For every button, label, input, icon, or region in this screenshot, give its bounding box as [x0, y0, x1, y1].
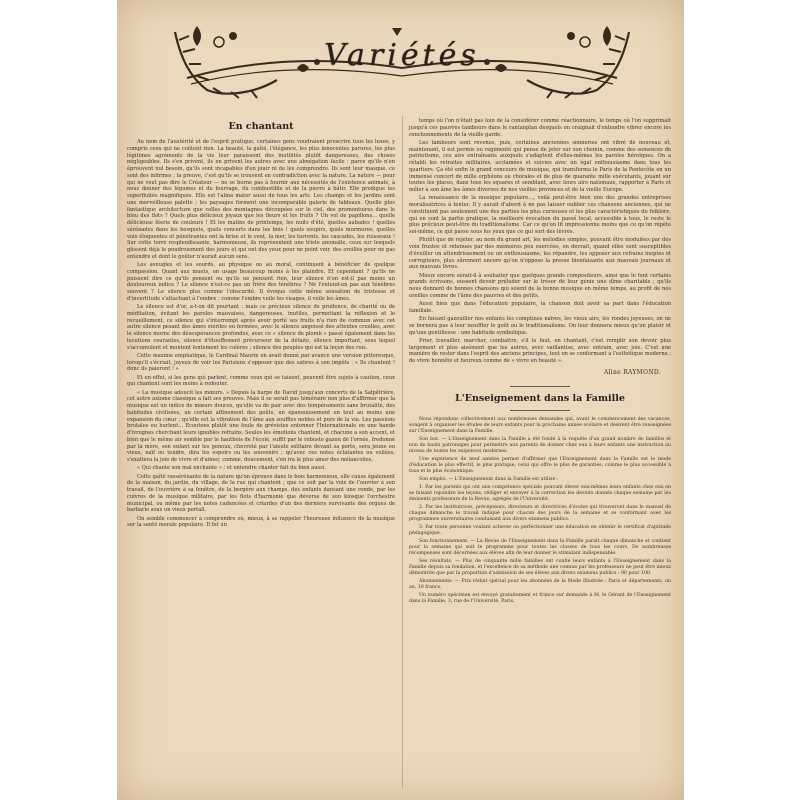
article-paragraph: Mieux encore serait-il à souhaiter que quelques grands compositeurs, ainsi que le font certains grands écrivains, eussent devoir préluder sur le trésor de leur génie une dîme charitable ; qu'ils nous donnent de bonnes chansons qui soient de la bonne musique en même temps, au profit de nos oreilles comme de l'âme des pauvres et des petits. — [409, 272, 671, 299]
article-paragraph: Et en effet, si les gens qui parlent, comme ceux qui se taisent, peuvent être sujets à caution, ceux qui chantent sont les moins à redouter. — [127, 374, 395, 388]
article-paragraph: Au nom de l'austérité et de l'esprit pratique, certaines gens voudraient proscrire tous les luxes, y compris ceux qui ne coûtent rien. La beauté, la gaîté, l'élégance, les plus innocentes parures, les plus légitimes agréments de la vie leur paraissent des inutilités plutôt dangereuses, des choses négligeables. Ils s'en privent, ils en privent les autres avec une abnégation facile : parce qu'ils n'en éprouvent nul besoin, qu'ils sont incapables d'en jouir ni de les comprendre. Ils sont leur masque, ce sont des infirmes ; la preuve, c'est qu'ils se trouvent en contradiction avec la nature. La nature — pour qui ne veut pas dire le Créateur — ne se borne pas à fournir aux nécessités de l'existence animale, à nous donner des légumes et du fourrage, du combustible et de la pierre à bâtir. Elle prodigue les superfluités magnifiques. Elle est l'alma mater aussi de tous les arts. Les champs et les jardins sont une merveilleuse palette ; les paysages forment une incomparable galerie de tableaux. Quelle plus fantastique architecture que celles des montagnes découpées sur le ciel, des promontoires dans le bleu des flots ? Quels plus délicieux joyaux que les fleurs et les fruits ? Un vol de papillons... quelle délicieuse féerie de couleurs ! Et les matins de printemps, les nuits d'été, quelles aubades ! quelles sérénades dans les bosquets, quels concerts dans les bois ! quels soupirs, quels murmures, quelles voix éloquentes et pénétrantes ont la brise et le vent, la mer, les torrents, les cascades, les ruisseaux ! Sur cette terre resplendissante, harmonieuse, ils représentent une triste anomalie, ceux sur lesquels glissent déjà le poudroiement des jours et qui ont des yeux pour ne point voir, des oreilles pour ne pas entendre et dont le goûter n'aurait aucun sens. — [127, 139, 395, 260]
section2-paragraph: Son but. — L'Enseignement dans la Famille a été fondé à la requête d'un grand nombre de familles et non de hauts patronages pour permettre aux parents de donner chez eux à leurs enfants une instruction au niveau de toutes les exigences modernes. — [409, 436, 671, 455]
author-signature: Aline RAYMOND. — [603, 368, 661, 376]
article-paragraph: temps où l'on n'était pas loin de la considérer comme réactionnaire, le temps où l'on supprimait jusqu'à ces pauvres tambours dans le rantanplan desquels on craignait d'entendre vibrer encore les ronchonnements de la vieille garde. — [409, 118, 671, 138]
article-paragraph: Cette gaîté rassérénante de la nature qu'on éprouve dans le bois harmonieux, elle cause également de la maison, du jardin, du village, de la rue qui chantent ; que ce soit par la voix de l'ouvrier à son travail, de l'ouvrière à sa fenêtre, de la bergère aux champs, des enfants dansant une ronde, par les cuivres de la musique militaire, par les flots d'harmonie que déverse de son kiosque l'orchestre municipal, ou même par les notes cadencées et criardes d'un des derniers survivants des orgues de barbarie sous un vieux portail. — [127, 473, 395, 514]
section-header-title: Variétés — [324, 38, 480, 73]
article-paragraph: « La musique adoucit les mœurs. » Depuis la harpe de David jusqu'aux concerts de la Salpêtrière, cet autre axiome classique a fait ses preuves. Mais il se serait pas téméraire non plus d'affirmer que la musique est un indice de mœurs douces, qu'elle va de pair avec des tempéraments sans brutalité, des habitudes civilisées, un certain affinement des goûts, un épanouissement en tout au moins une expansion du cœur ; qu'elle est la vibration de l'âme aux souffles nobles et purs de la vie. Les passions brutales ou hurlent... Ecoutons plutôt une foule de grévistes entonner l'Internationale ou une bande d'ivrognes cherchant leurs ignobles refrains. Seules les émotions chantent, et chacune a son accent, et bien que le même air semble par le hautbois de l'école, suffit par le robuste gazon de l'ornée, fredonné par la mère, son enfant sur les genoux, chevroté par l'aïeule solitaire devant sa porte, sera jeune ou vieux, naïf ou tendre, dira les espoirs ou les souvenirs ; qu'avec ces notes éclatantes ou voilées, s'exaltera la joie de vivre et d'aimer, comme, doucement, s'en ira le plus amer des mélancolies. — [127, 389, 395, 463]
section2-paragraph: 3. Par toute personne voulant achever ou perfectionner une éducation en obtenir le certificat d'aptitude pédagogique. — [409, 525, 671, 537]
right-column — [409, 118, 671, 607]
section2-title: L'Enseignement dans la Famille — [455, 392, 625, 404]
variety-banner — [167, 20, 637, 105]
section-divider — [510, 410, 570, 411]
article-paragraph: Aussi bien que dans l'éducation populaire, la chanson doit avoir sa part dans l'éducation familiale. — [409, 301, 671, 314]
article-paragraph: En faisant gazouiller nos enfants les comptines naïves, les vieux airs, les rondes joyeuses, on ne se bornera pas à leur insuffler le goût ou le traditionalisme. On leur donnera mieux qu'un plaisir et qu'une gentillesse : une habitude symbolique. — [409, 316, 671, 336]
section-divider — [510, 386, 570, 387]
section2-paragraph: Son fonctionnement. — La Revue de l'Enseignement dans la Famille paraît chaque dimanche et contient pour la semaine qui suit le programme pour toutes les classes de tous les cours. De nombreuses récompenses sont décernées aux élèves afin de leur donner le stimulant indispensable. — [409, 538, 671, 557]
section2-paragraph: Ses résultats. — Plus de cinquante mille familles ont confié leurs enfants à l'Enseignement dans la Famille depuis sa fondation, et l'excellence de sa méthode une connue par les professeurs ne peut être mieux démontrée que par la proportion d'admission de ses élèves aux divers examens publics : 90 pour 100. — [409, 559, 671, 577]
article-paragraph: On semble commencer à comprendre ou, mieux, à se rappeler l'heureuse influence de la musique sur la santé morale populaire. Il fut un — [127, 515, 395, 529]
article-paragraph: Le silence est d'or, a-t-on dit pourtant : mais ce précieux silence de prudence, de charité ou de méditation, évitant les paroles mauvaises, dangereuses, inutiles, permettant la réflexion et le recueillement, ce silence qui s'interrompt après avoir porté ses fruits n'a rien de commun avec cet autre silence pesant des âmes stériles ou fermées, avec le silence angoissé des attentes cruelles, avec le silence morne des désespérances profondes, avec ce « silence de plomb » passé également dans les locutions courantes, silence d'étouffement précurseur de la défaite, silence important, sous lequel s'accumulent et montent lentement les colères ; silence des peuples qui est la leçon des rois. — [127, 304, 395, 351]
section2-paragraph: Une expérience de neuf années permet d'affirmer que l'Enseignement dans la Famille est le mode d'éducation le plus effectif, le plus pratique, celui qui offre le plus de garanties, comme le plus accessible à tous et le plus économique. — [409, 456, 671, 475]
article-paragraph: Cette maxime emphatique, le Cardinal Maurin en avait donné par avance une version pittoresque, lorsqu'il s'écriait, joyeux de voir les Parisiens s'opposer que des satires à son impôts : « Ils chantent ! donc ils paieront ! » — [127, 352, 395, 373]
section2-paragraph: Son emploi. — L'Enseignement dans la Famille est utilisé : — [419, 477, 559, 483]
section2-paragraph: 1. Par les parents qui ont une compétence spéciale pouvant élever eux-mêmes leurs enfants chez eux en se faisant rejoindre les leçons, rédiger et envoyer à la correction les devoirs donnés chaque semaine par les éminents professeurs de la Revue, agrégés de l'Université. — [409, 484, 671, 503]
article-paragraph: « Qui chante son mal enchante » ; et entendre chanter fait du bien aussi. — [137, 465, 326, 472]
article-paragraph: Plutôt que de rejeter, au nom du grand art, les mélodies simples, pouvant être modulées par des voix frustes et retenues par des mémoires peu exercées, on devrait, quand elles sont susceptibles d'éveiller un attendrissement ou un enthousiasme, les répandre, les opposer aux refrains ineptes et corrupteurs, plus sûrement encore qu'on n'oppose la presse bienfaisante aux mauvais journaux et aux mauvais livres. — [409, 237, 671, 271]
section2-paragraph: Un numéro spécimen est envoyé gratuitement et franco sur demande à M. le Gérant de l'Enseignement dans la Famille, 3, rue de l'Université, Paris. — [409, 593, 671, 605]
section2-paragraph: Abonnements. — Prix réduit spécial pour les abonnées de la Mode Illustrée : Paris et départements, un an, 10 francs. — [409, 579, 671, 591]
left-column — [127, 118, 395, 531]
newspaper-page — [117, 0, 684, 800]
article-paragraph: Prier, travailler, marcher, combattre, s'il le faut, en chantant, c'est remplir son devoir plus largement et plus aisément que les autres, avec vaillantise, avec entrain, avec joie. C'est une manière de rester dans l'esprit des anciens principes, tout en se conformant à l'esthétique moderne : de vivre honnête et heureux comme de « vivre en beauté ». — [409, 337, 671, 364]
article-paragraph: La renaissance de la musique populaire..., voilà peut-être bien une des grandes entreprises moralisatrices à tenter. Il y aurait d'abord à ne pas laisser oublier ces chansons anciennes, qui ne constituent pas seulement une des parties les plus curieuses et les plus caractéristiques du folklore, qui en sont la partie pratique, la meilleure évocation du passé local, accessible à tous, le reste le plus précieux peut-être du traditionalisme. Car ce qu'on lit impressionne moins que ce qu'on répète soi-même, ce qui passe sous les yeux que ce qui sort des lèvres. — [409, 195, 671, 235]
section2-paragraph: 2. Par les institutrices, précepteurs, directeurs et directrices d'écoles qui trouveront dans le manuel de chaque dimanche le travail indiqué pour chacun des jours de la semaine et se conformant avec les programmes universitaires conduisant aux divers examens publics. — [409, 504, 671, 523]
column-divider — [402, 116, 403, 788]
section2-paragraph: Nous répondons collectivement aux nombreuses demandes qui, avant le commencement des vacances, songent à organiser les études de leurs enfants pour la prochaine année scolaire et désirent être renseignées sur l'Enseignement dans la Famille. — [409, 416, 671, 435]
article-paragraph: Les tambours sont revenus, puis, certaines anciennes sonneries ont vibré de nouveau et, maintenant, il est permis ou regimenté qui pense de jeter sur son chemin, comme des semences de patriotisme, ces airs entraînants auxquels s'adaptent d'elles-mêmes les paroles héroïques. On a rétabli les retraites militaires, acclamées et suivies avec un égal enthousiasme dans tous les quartiers. Ça été enfin le grand concours de musique, qui transforma le Paris de la Pentecôte en un immense concert de mille orphéons ou chorales et de plus de quarante mille exécutants, jouant sur toutes les places, dans tous les squares et semblant, avec leurs airs nationaux, rapporter à Paris et mêler à son âme les âmes diverses de nos vieilles provinces et de la vieille Europe. — [409, 139, 671, 193]
article-title: En chantant — [228, 121, 294, 132]
article-paragraph: Les aveugles et les sourds, au physique ou au moral, continuent à bénéficier de quelque compassion. Quant aux muets, on usage beaucoup moins à les plaindre. Et cependant ? qu'ils ne puissent dire ce qu'ils pensent ou qu'ils ne pensent rien, leur silence n'en est-il pas moins un douloureux indice ? Le silence n'est-ce pas un frère des ténèbres ? Ne l'entend-on pas aux ténèbres souvent ? Le silence plus comme l'obscurité. Il évoque cette même sensation de tristesse et d'incertitude s'attachant à l'ombre ; comme l'ombre voile les visages, il voile les âmes. — [127, 262, 395, 302]
